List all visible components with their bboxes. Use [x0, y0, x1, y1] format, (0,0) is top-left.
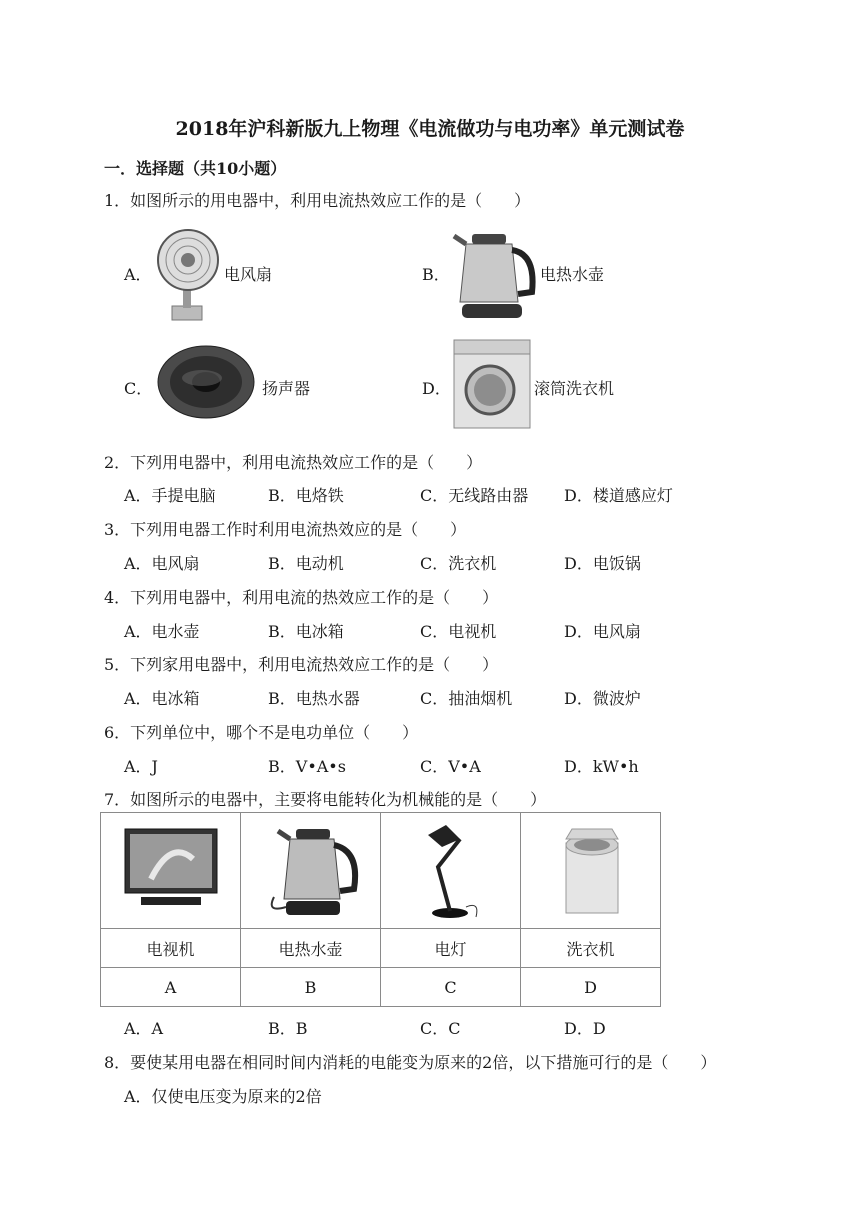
q5-option-c: C．抽油烟机 [420, 689, 513, 708]
table-cell-letter: C [381, 968, 521, 1007]
question-7-stem: 7．如图所示的电器中，主要将电能转化为机械能的是（ ） [104, 790, 547, 809]
q2-option-a: A．手提电脑 [124, 486, 216, 505]
q3-option-d: D．电饭锅 [564, 554, 641, 573]
table-cell-name: 洗衣机 [521, 929, 661, 968]
q2-option-b: B．电烙铁 [268, 486, 344, 505]
table-cell-letter: A [101, 968, 241, 1007]
desk-lamp-image [406, 817, 496, 921]
table-cell [101, 813, 241, 929]
q5-option-d: D．微波炉 [564, 689, 641, 708]
q6-option-b: B．V•A•s [268, 757, 346, 776]
question-8-stem: 8．要使某用电器在相同时间内消耗的电能变为原来的2倍，以下措施可行的是（ ） [104, 1053, 717, 1072]
q4-option-d: D．电风扇 [564, 622, 641, 641]
question-7-table [100, 812, 661, 1007]
speaker-image [152, 338, 260, 422]
section-heading: 一．选择题（共10小题） [104, 159, 287, 178]
question-2-stem: 2．下列用电器中，利用电流热效应工作的是（ ） [104, 453, 483, 472]
washing-machine-image [546, 817, 636, 921]
fan-image [152, 220, 222, 326]
q6-option-c: C．V•A [420, 757, 481, 776]
question-3-stem: 3．下列用电器工作时利用电流热效应的是（ ） [104, 520, 467, 539]
q1-option-d-letter: D． [422, 379, 451, 398]
q6-option-d: D．kW•h [564, 757, 639, 776]
q2-option-d: D．楼道感应灯 [564, 486, 673, 505]
q6-option-a: A．J [124, 757, 158, 776]
q7-option-d: D．D [564, 1019, 606, 1038]
q4-option-b: B．电冰箱 [268, 622, 344, 641]
q7-option-a: A．A [124, 1019, 164, 1038]
table-cell [241, 813, 381, 929]
q1-option-b-label: 电热水壶 [540, 265, 605, 284]
q1-option-c-letter: C． [124, 379, 153, 398]
q4-option-a: A．电水壶 [124, 622, 200, 641]
q3-option-b: B．电动机 [268, 554, 344, 573]
q7-option-c: C．C [420, 1019, 461, 1038]
table-cell-letter: B [241, 968, 381, 1007]
table-cell-letter: D [521, 968, 661, 1007]
question-5-stem: 5．下列家用电器中，利用电流热效应工作的是（ ） [104, 655, 499, 674]
table-cell-name: 电灯 [381, 929, 521, 968]
table-cell [521, 813, 661, 929]
q7-option-b: B．B [268, 1019, 308, 1038]
table-cell-name: 电视机 [101, 929, 241, 968]
washing-machine-image [450, 336, 534, 432]
q3-option-c: C．洗衣机 [420, 554, 497, 573]
q8-option-a: A．仅使电压变为原来的2倍 [124, 1087, 322, 1106]
q1-option-a-label: 电风扇 [224, 265, 273, 284]
kettle-image [256, 817, 366, 921]
tv-image [121, 819, 221, 919]
q1-option-a-letter: A． [124, 265, 152, 284]
q3-option-a: A．电风扇 [124, 554, 200, 573]
question-6-stem: 6．下列单位中，哪个不是电功单位（ ） [104, 723, 419, 742]
page-title: 2018年沪科新版九上物理《电流做功与电功率》单元测试卷 [175, 118, 685, 140]
q1-option-c-label: 扬声器 [262, 379, 311, 398]
question-1-stem: 1．如图所示的用电器中，利用电流热效应工作的是（ ） [104, 191, 531, 210]
kettle-image [452, 222, 538, 322]
q1-option-b-letter: B． [422, 265, 450, 284]
q5-option-a: A．电冰箱 [124, 689, 200, 708]
q1-option-d-label: 滚筒洗衣机 [534, 379, 615, 398]
q4-option-c: C．电视机 [420, 622, 497, 641]
q5-option-b: B．电热水器 [268, 689, 360, 708]
q2-option-c: C．无线路由器 [420, 486, 529, 505]
question-4-stem: 4．下列用电器中，利用电流的热效应工作的是（ ） [104, 588, 499, 607]
table-cell-name: 电热水壶 [241, 929, 381, 968]
table-cell [381, 813, 521, 929]
